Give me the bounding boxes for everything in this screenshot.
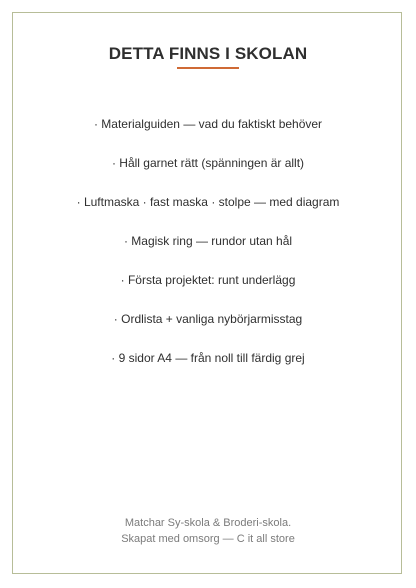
list-item: · Håll garnet rätt (spänningen är allt) — [111, 156, 305, 170]
list-item: · Luftmaska · fast maska · stolpe — med diagram — [76, 195, 340, 209]
list-item: · Materialguiden — vad du faktiskt behöver — [93, 117, 323, 131]
page-title: DETTA FINNS I SKOLAN — [108, 44, 308, 63]
footer-line-1: Matchar Sy-skola & Broderi-skola. — [124, 517, 292, 529]
feature-list — [0, 116, 416, 389]
list-item: · Första projektet: runt underlägg — [120, 273, 296, 287]
footer — [0, 515, 416, 547]
list-item: · Ordlista + vanliga nybörjarmisstag — [113, 312, 303, 326]
footer-line-2: Skapat med omsorg — C it all store — [121, 533, 295, 545]
title-underline — [177, 67, 239, 69]
list-item: · Magisk ring — rundor utan hål — [123, 234, 293, 248]
list-item: · 9 sidor A4 — från noll till färdig grej — [111, 351, 305, 365]
